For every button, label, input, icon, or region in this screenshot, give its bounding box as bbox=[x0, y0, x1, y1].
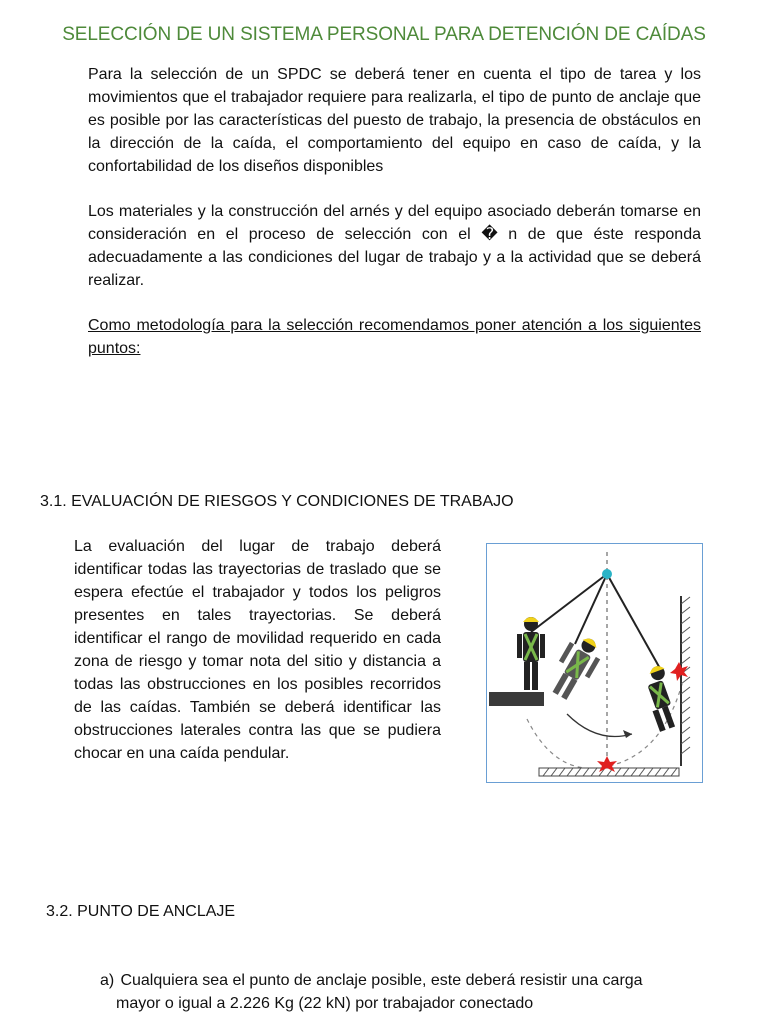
lanyard-middle bbox=[575, 574, 607, 644]
swing-arrow bbox=[567, 714, 632, 737]
pendulum-fall-illustration bbox=[486, 543, 703, 783]
methodology-paragraph: Como metodología para la selección recomendamos poner atención a los siguientes puntos: bbox=[88, 317, 701, 357]
list-marker: a) bbox=[100, 972, 115, 989]
materials-paragraph: Los materiales y la construcción del arnés y del equipo asociado deberán tomarse en consideración en el proceso de selección con el � n de que éste responda adecuadamente a las condiciones del lugar de trabajo y a la actividad que se deberá realizar. bbox=[88, 203, 701, 289]
section-3-1-heading: 3.1. EVALUACIÓN DE RIESGOS Y CONDICIONES DE TRABAJO bbox=[40, 493, 514, 510]
list-item-text-line2: mayor o igual a 2.226 Kg (22 kN) por trabajador conectado bbox=[116, 995, 534, 1012]
list-item-text-line1: Cualquiera sea el punto de anclaje posible, este deberá resistir una carga bbox=[120, 972, 643, 989]
section-3-1-body: La evaluación del lugar de trabajo deberá identificar todas las trayectorias de traslado que se espera efectúe el trabajador y todos los peligros presentes en tales trayectorias. Se deberá identificar el rango de movilidad requerido en cada zona de riesgo y tomar nota del sitio y distancia a todas las obstrucciones en los posibles recorridos de las caídas. También se deberá identificar las obstrucciones laterales contra las que se pudiera chocar en una caída pendular. bbox=[74, 538, 441, 762]
lanyard-right bbox=[607, 574, 662, 672]
standing-worker-icon bbox=[517, 617, 545, 690]
page-title: SELECCIÓN DE UN SISTEMA PERSONAL PARA DETENCIÓN DE CAÍDAS bbox=[62, 24, 706, 45]
intro-paragraph: Para la selección de un SPDC se deberá tener en cuenta el tipo de tarea y los movimientos que el trabajador requiere para realizarla, el tipo de punto de anclaje que es posible por las características del puesto de trabajo, la presencia de obstáculos en la dirección de la caída, el comportamiento del equipo en caso de caída, y la confortabilidad de los diseños disponibles bbox=[88, 66, 701, 175]
platform bbox=[489, 692, 544, 706]
list-item bbox=[100, 969, 730, 1015]
wall-impact-icon bbox=[670, 662, 688, 681]
section-3-2-heading: 3.2. PUNTO DE ANCLAJE bbox=[46, 903, 236, 920]
anchor-point-icon bbox=[602, 569, 612, 579]
lanyard-left bbox=[531, 574, 607, 632]
